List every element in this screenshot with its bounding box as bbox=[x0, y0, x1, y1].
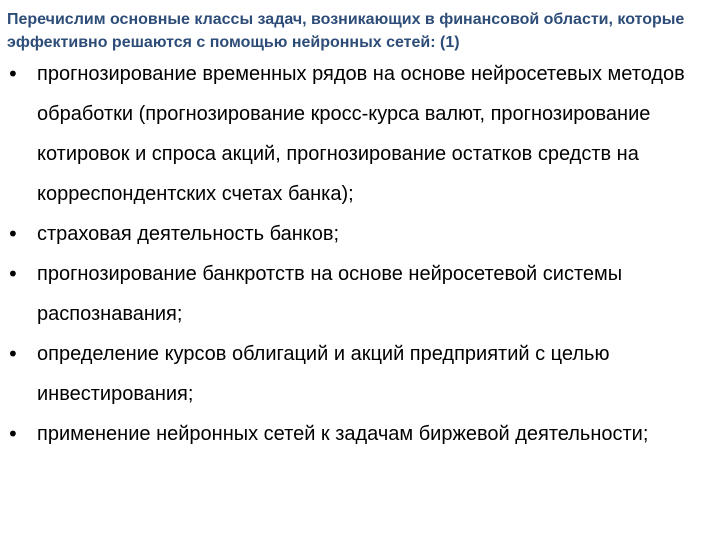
bullet-list bbox=[6, 54, 696, 454]
bullet-item bbox=[6, 54, 696, 214]
bullet-marker: • bbox=[7, 222, 19, 246]
bullet-text: страховая деятельность банков; bbox=[37, 223, 340, 245]
bullet-item bbox=[6, 334, 696, 414]
bullet-text: определение курсов облигаций и акций предприятий с целью инвестирования; bbox=[37, 343, 610, 405]
bullet-text: применение нейронных сетей к задачам биржевой деятельности; bbox=[37, 423, 649, 445]
bullet-text: прогнозирование временных рядов на основе нейросетевых методов обработки (прогнозирование кросс-курса валют, прогнозирование котировок и спроса акций, прогнозирование остатков средств на корреспондентских счетах банка); bbox=[37, 63, 685, 205]
bullet-marker: • bbox=[7, 62, 19, 86]
bullet-text: прогнозирование банкротств на основе нейросетевой системы распознавания; bbox=[37, 263, 623, 325]
bullet-item bbox=[6, 414, 696, 454]
bullet-item bbox=[6, 214, 696, 254]
bullet-item bbox=[6, 254, 696, 334]
bullet-marker: • bbox=[7, 422, 19, 446]
bullet-marker: • bbox=[7, 262, 19, 286]
slide-title: Перечислим основные классы задач, возникающих в финансовой области, которые эффективно решаются с помощью нейронных сетей: (1) bbox=[7, 11, 685, 51]
bullet-marker: • bbox=[7, 342, 19, 366]
